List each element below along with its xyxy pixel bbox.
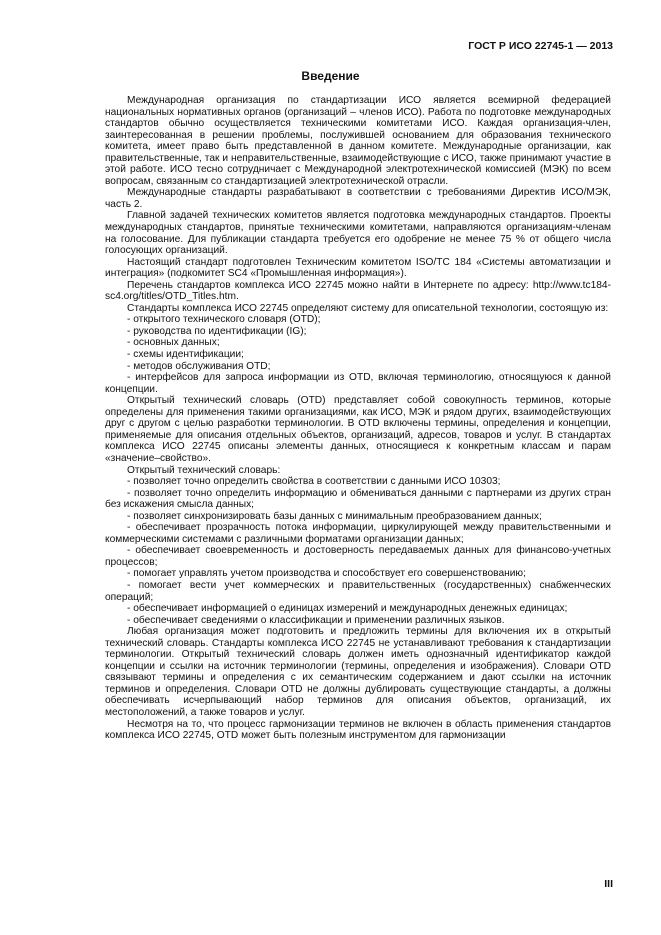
list-item: - обеспечивает прозрачность потока информации, циркулирующей между правительственными и коммерческими системами с различными форматами организации данных; (105, 522, 611, 545)
list-item: - помогает управлять учетом производства и способствует его совершенствованию; (127, 568, 526, 580)
document-header: ГОСТ Р ИСО 22745-1 — 2013 (468, 40, 613, 52)
list-item: - помогает вести учет коммерческих и правительственных (государственных) снабженческих операций; (105, 579, 611, 603)
list-item: - обеспечивает информацией о единицах измерений и международных денежных единицах; (127, 603, 568, 615)
paragraph: Любая организация может подготовить и предложить термины для включения их в открытый технический словарь. Стандарты комплекса ИСО 22745 не устанавливают требования к стандартизации терминологии. Открытый технический словарь должен иметь однозначный идентификатор каждой концепции и ссылки на источник терминологии (термины, определения и изображения). Словари OTD связывают термины и определения с их семантическим содержанием и дают ссылки на источник терминов и определения. Словари OTD не должны дублировать существующие стандарты, а должны обеспечивать исчерпывающий набор терминов для описания объектов, организаций, их местоположений, а также товаров и услуг. (105, 626, 611, 718)
section-title: Введение (301, 69, 360, 83)
paragraph: Главной задачей технических комитетов является подготовка международных стандартов. Проекты международных стандартов, принятые техническими комитетами, направляются организациям-членам на голосование. Для публикации стандарта требуется его одобрение не менее 75 % от общего числа голосующих организаций. (105, 210, 611, 257)
paragraph: Перечень стандартов комплекса ИСО 22745 можно найти в Интернете по адресу: http://www.tc184-sc4.org/titles/OTD_Titles.htm. (105, 279, 611, 303)
list-item: - методов обслуживания OTD; (127, 360, 271, 372)
list-item: - схемы идентификации; (127, 349, 244, 361)
list-item: - обеспечивает своевременность и достоверность передаваемых данных для финансово-учетных процессов; (105, 545, 611, 568)
list-item: - интерфейсов для запроса информации из OTD, включая терминологию, относящуюся к данной концепции. (105, 372, 611, 395)
paragraph: Открытый технический словарь (OTD) представляет собой совокупность терминов, которые определены для применения такими организациями, как ИСО, МЭК и рядом других, взаимодействующих друг с другом с целью разработки терминологии. В OTD включены термины, определения и концепции, применяемые для описания отдельных объектов, организаций, адресов, товаров и услуг. В стандартах комплекса ИСО 22745 описаны элементы данных, относящиеся к конкретным классам и парам «значение–свойство». (105, 395, 611, 464)
list-item: - позволяет точно определить информацию и обмениваться данными с партнерами из других стран без искажения смысла данных; (105, 487, 611, 511)
document-body (105, 95, 611, 742)
paragraph: Настоящий стандарт подготовлен Техническим комитетом ISO/TC 184 «Системы автоматизации и интеграция» (подкомитет SC4 «Промышленная информация»). (105, 256, 611, 280)
paragraph: Открытый технический словарь: (127, 464, 281, 476)
list-item: - позволяет точно определить свойства в соответствии с данными ИСО 10303; (127, 476, 501, 488)
page-number: III (604, 878, 613, 890)
paragraph: Международные стандарты разрабатывают в соответствии с требованиями Директив ИСО/МЭК, часть 2. (105, 187, 611, 210)
list-item: - открытого технического словаря (OTD); (127, 314, 321, 326)
list-item: - основных данных; (127, 337, 220, 349)
paragraph: Стандарты комплекса ИСО 22745 определяют систему для описательной технологии, состоящую из: (127, 302, 609, 314)
paragraph: Международная организация по стандартизации ИСО является всемирной федерацией национальных нормативных органов (организаций – членов ИСО). Работа по подготовке международных стандартов обычно осуществляется техническими комитетами ИСО. Каждая организация-член, заинтересованная в решении проблемы, послужившей основанием для образования технического комитета, имеет право быть представленной в данном комитете. Международные организации, как правительственные, так и неправительственные, взаимодействующие с ИСО, также принимают участие в этой работе. ИСО тесно сотрудничает с Международной электротехнической комиссией (МЭК) по всем вопросам, связанным со стандартизацией электротехнической отрасли. (105, 95, 611, 187)
list-item: - обеспечивает сведениями о классификации и применении различных языков. (127, 614, 505, 626)
list-item: - руководства по идентификации (IG); (127, 325, 307, 337)
paragraph: Несмотря на то, что процесс гармонизации терминов не включен в область применения стандартов комплекса ИСО 22745, OTD может быть полезным инструментом для гармонизации (105, 718, 611, 742)
list-item: - позволяет синхронизировать базы данных с минимальным преобразованием данных; (127, 510, 542, 522)
